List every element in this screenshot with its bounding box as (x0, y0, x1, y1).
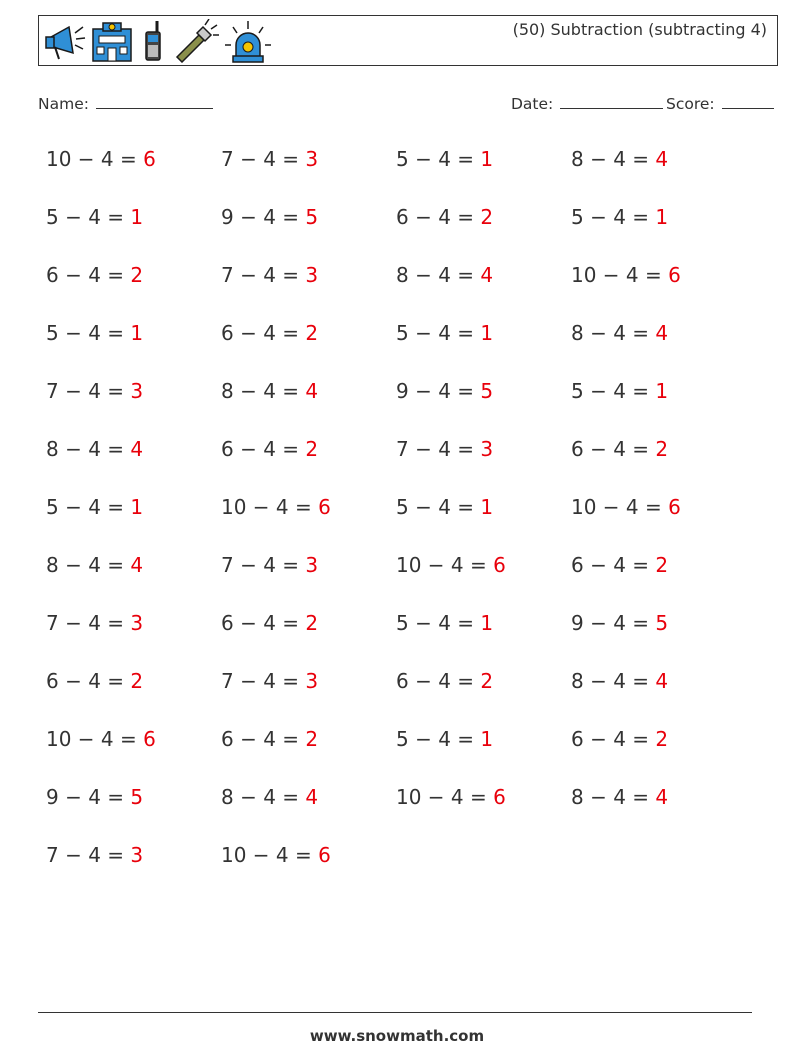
problem-question: 8 − 4 = (46, 553, 131, 577)
problem-answer: 2 (305, 321, 319, 345)
problem-question: 9 − 4 = (46, 785, 131, 809)
problem-question: 6 − 4 = (221, 321, 306, 345)
problem-item (221, 727, 318, 751)
problem-item (221, 321, 318, 345)
problem-question: 9 − 4 = (396, 379, 481, 403)
problem-question: 6 − 4 = (46, 263, 131, 287)
problem-item (396, 553, 506, 577)
problem-question: 5 − 4 = (571, 205, 656, 229)
problem-question: 6 − 4 = (571, 553, 656, 577)
problem-question: 6 − 4 = (221, 611, 306, 635)
problem-item (396, 147, 493, 171)
problem-item (221, 495, 331, 519)
problem-question: 10 − 4 = (46, 727, 144, 751)
problem-item (571, 785, 668, 809)
problem-answer: 3 (130, 379, 144, 403)
problem-answer: 1 (480, 321, 494, 345)
problem-answer: 2 (655, 553, 669, 577)
problem-answer: 1 (655, 379, 669, 403)
problem-answer: 4 (655, 321, 669, 345)
problem-item (46, 553, 143, 577)
problem-question: 7 − 4 = (46, 379, 131, 403)
score-label: Score: (666, 95, 715, 113)
problem-answer: 4 (130, 553, 144, 577)
problem-answer: 4 (655, 147, 669, 171)
problem-answer: 3 (305, 147, 319, 171)
problem-item (396, 785, 506, 809)
problem-question: 6 − 4 = (396, 669, 481, 693)
problem-answer: 4 (480, 263, 494, 287)
problem-item (46, 321, 143, 345)
problem-item (396, 321, 493, 345)
problem-answer: 2 (305, 727, 319, 751)
problem-question: 10 − 4 = (221, 495, 319, 519)
problem-answer: 6 (668, 495, 681, 519)
problem-item (221, 147, 318, 171)
problem-item (221, 205, 318, 229)
problem-answer: 1 (480, 147, 494, 171)
problem-question: 7 − 4 = (221, 147, 306, 171)
problem-answer: 2 (480, 205, 494, 229)
problem-question: 6 − 4 = (221, 437, 306, 461)
problem-item (396, 727, 493, 751)
problem-answer: 3 (305, 669, 319, 693)
problem-item (46, 263, 143, 287)
problem-answer: 3 (130, 611, 144, 635)
problem-question: 6 − 4 = (571, 727, 656, 751)
problem-question: 8 − 4 = (396, 263, 481, 287)
problem-item (396, 495, 493, 519)
problem-question: 6 − 4 = (571, 437, 656, 461)
problem-answer: 2 (130, 669, 144, 693)
problem-item (46, 379, 143, 403)
worksheet-title: (50) Subtraction (subtracting 4) (512, 20, 767, 39)
problem-item (46, 611, 143, 635)
problem-answer: 2 (480, 669, 494, 693)
problem-answer: 6 (143, 147, 156, 171)
problem-answer: 1 (480, 495, 494, 519)
problem-item (221, 379, 318, 403)
problem-answer: 2 (655, 727, 669, 751)
problem-item (46, 205, 143, 229)
problem-answer: 5 (655, 611, 669, 635)
problem-item (46, 785, 143, 809)
footer-divider (38, 1012, 752, 1013)
problem-item (571, 669, 668, 693)
problem-answer: 1 (480, 727, 494, 751)
problem-item (221, 669, 318, 693)
problem-question: 9 − 4 = (221, 205, 306, 229)
problem-answer: 4 (305, 785, 319, 809)
problem-item (221, 611, 318, 635)
problem-question: 5 − 4 = (46, 495, 131, 519)
problem-question: 5 − 4 = (46, 321, 131, 345)
problem-question: 7 − 4 = (221, 263, 306, 287)
problem-question: 8 − 4 = (571, 321, 656, 345)
problem-answer: 2 (655, 437, 669, 461)
footer-url: www.snowmath.com (309, 1027, 485, 1045)
problem-answer: 4 (130, 437, 144, 461)
problem-question: 10 − 4 = (221, 843, 319, 867)
problem-answer: 6 (668, 263, 681, 287)
problem-answer: 1 (130, 205, 144, 229)
problem-question: 10 − 4 = (396, 785, 494, 809)
problem-item (571, 147, 668, 171)
problem-question: 10 − 4 = (46, 147, 144, 171)
problem-item (221, 553, 318, 577)
problem-answer: 2 (305, 437, 319, 461)
problem-item (396, 611, 493, 635)
name-label: Name: (38, 95, 89, 113)
problem-question: 5 − 4 = (396, 727, 481, 751)
problem-question: 6 − 4 = (221, 727, 306, 751)
problem-answer: 5 (305, 205, 319, 229)
problem-question: 5 − 4 = (396, 321, 481, 345)
problem-question: 6 − 4 = (46, 669, 131, 693)
problem-answer: 2 (305, 611, 319, 635)
problem-question: 7 − 4 = (221, 669, 306, 693)
problem-item (46, 727, 156, 751)
problem-item (46, 147, 156, 171)
problem-item (571, 263, 681, 287)
problem-answer: 3 (130, 843, 144, 867)
problem-question: 6 − 4 = (396, 205, 481, 229)
problem-answer: 1 (480, 611, 494, 635)
problem-answer: 6 (143, 727, 156, 751)
problem-answer: 4 (655, 669, 669, 693)
problem-item (396, 669, 493, 693)
problem-question: 8 − 4 = (571, 785, 656, 809)
problem-answer: 3 (305, 263, 319, 287)
problem-answer: 6 (493, 553, 506, 577)
problem-answer: 3 (305, 553, 319, 577)
problem-question: 5 − 4 = (571, 379, 656, 403)
problem-item (571, 727, 668, 751)
problem-answer: 6 (318, 843, 331, 867)
problem-answer: 1 (130, 495, 144, 519)
problem-answer: 5 (130, 785, 144, 809)
problem-question: 5 − 4 = (46, 205, 131, 229)
problem-question: 8 − 4 = (571, 147, 656, 171)
problem-item (396, 263, 493, 287)
problem-answer: 1 (655, 205, 669, 229)
problem-answer: 6 (493, 785, 506, 809)
problem-item (571, 321, 668, 345)
problem-item (571, 553, 668, 577)
problem-item (396, 437, 493, 461)
problem-answer: 5 (480, 379, 494, 403)
problem-question: 7 − 4 = (46, 843, 131, 867)
problem-item (221, 263, 318, 287)
problem-answer: 3 (480, 437, 494, 461)
problem-item (46, 495, 143, 519)
problem-question: 10 − 4 = (571, 263, 669, 287)
problem-question: 5 − 4 = (396, 495, 481, 519)
problem-answer: 4 (305, 379, 319, 403)
problem-item (46, 437, 143, 461)
problem-answer: 1 (130, 321, 144, 345)
problem-question: 10 − 4 = (571, 495, 669, 519)
problem-question: 8 − 4 = (221, 785, 306, 809)
problem-question: 8 − 4 = (571, 669, 656, 693)
problem-question: 7 − 4 = (396, 437, 481, 461)
problem-item (221, 785, 318, 809)
problem-item (396, 205, 493, 229)
problem-answer: 4 (655, 785, 669, 809)
problem-question: 8 − 4 = (46, 437, 131, 461)
problem-item (221, 437, 318, 461)
problem-item (221, 843, 331, 867)
problem-answer: 2 (130, 263, 144, 287)
problem-question: 5 − 4 = (396, 611, 481, 635)
problem-question: 8 − 4 = (221, 379, 306, 403)
problem-item (571, 205, 668, 229)
problem-item (46, 843, 143, 867)
problem-item (571, 611, 668, 635)
problem-question: 7 − 4 = (46, 611, 131, 635)
problem-question: 9 − 4 = (571, 611, 656, 635)
problem-item (396, 379, 493, 403)
problem-question: 10 − 4 = (396, 553, 494, 577)
problem-item (571, 495, 681, 519)
problem-item (571, 437, 668, 461)
problem-question: 7 − 4 = (221, 553, 306, 577)
problem-item (46, 669, 143, 693)
problem-item (571, 379, 668, 403)
problem-question: 5 − 4 = (396, 147, 481, 171)
date-label: Date: (511, 95, 554, 113)
problem-answer: 6 (318, 495, 331, 519)
